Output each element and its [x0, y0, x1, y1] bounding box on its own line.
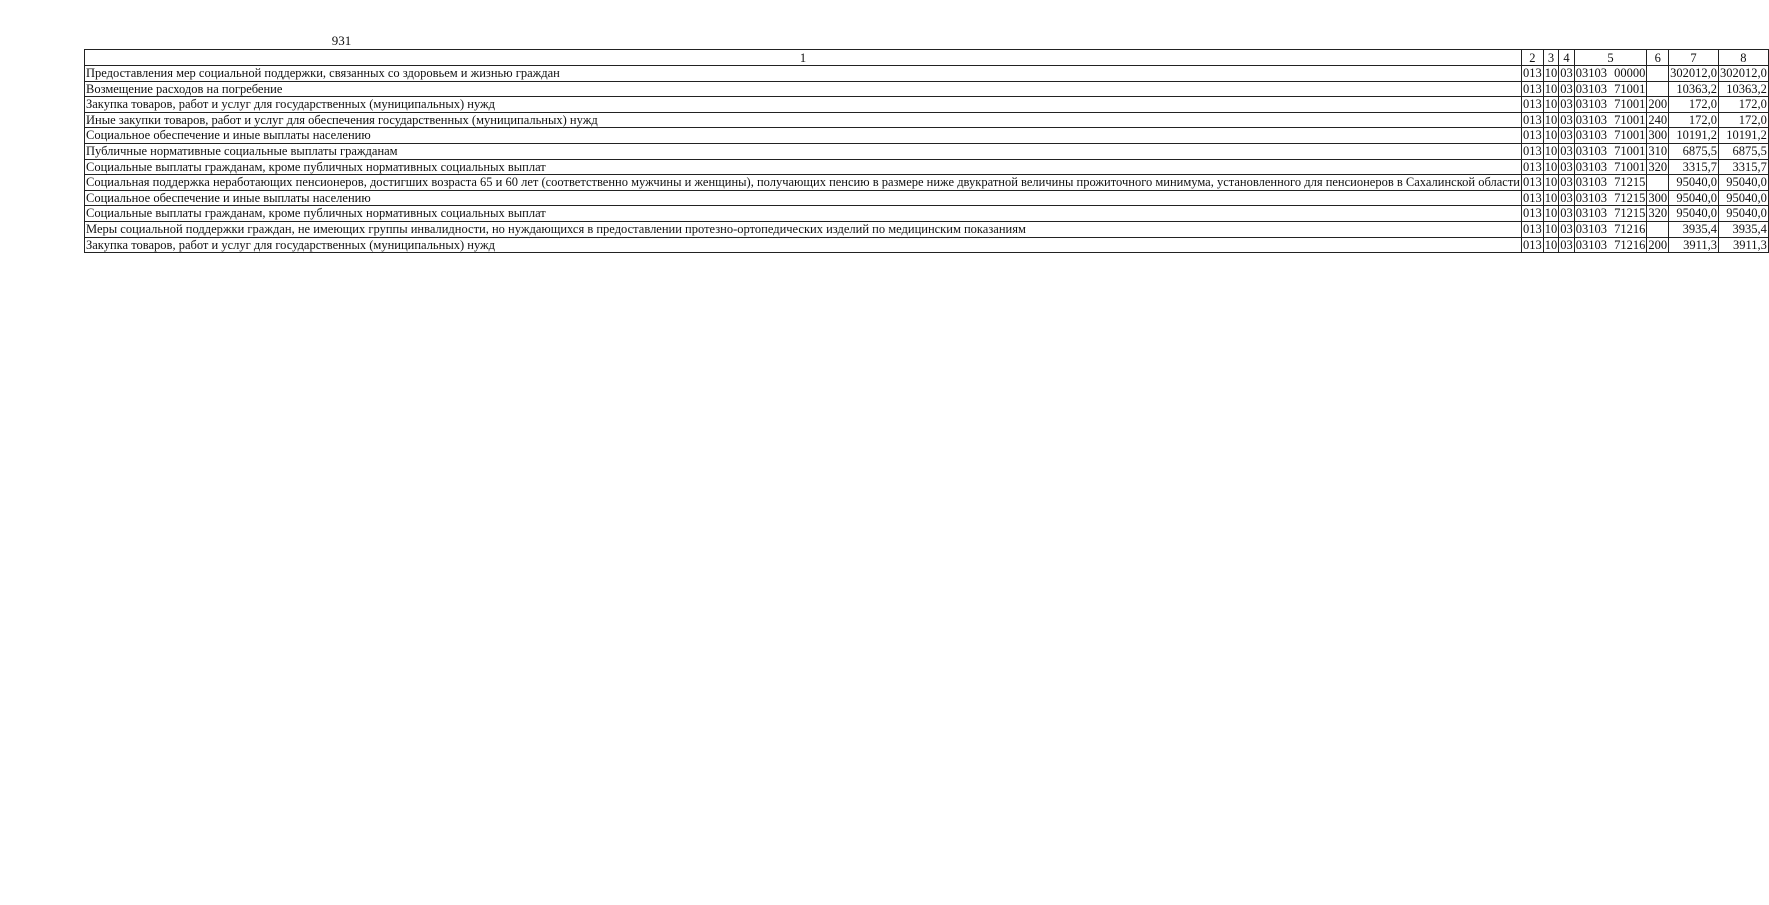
table-row — [85, 66, 1769, 82]
row-name-cell: Социальное обеспечение и иные выплаты населению — [85, 190, 1522, 206]
row-name-cell: Иные закупки товаров, работ и услуг для обеспечения государственных (муниципальных) нужд — [85, 112, 1522, 128]
expense-type-cell: 320 — [1648, 206, 1668, 221]
column-header: 5 — [1574, 50, 1647, 66]
expense-type-cell: 300 — [1648, 190, 1668, 205]
subsection-code-cell: 03 — [1560, 159, 1573, 174]
table-row — [85, 237, 1769, 253]
target-article-cell: 03103 71001 — [1575, 81, 1646, 96]
table-row — [85, 175, 1769, 191]
amount-cell-8: 3315,7 — [1718, 159, 1768, 175]
amount-cell-8: 3935,4 — [1718, 221, 1768, 237]
target-article-cell: 03103 00000 — [1575, 66, 1646, 80]
section-code-cell: 10 — [1544, 112, 1558, 127]
ministry-code-cell: 013 — [1522, 190, 1542, 205]
expense-type-cell: 200 — [1648, 97, 1668, 112]
subsection-code-cell: 03 — [1560, 221, 1573, 236]
target-article-cell: 03103 71001 — [1575, 97, 1646, 112]
table-row — [85, 190, 1769, 206]
expense-type-cell — [1647, 81, 1669, 97]
amount-cell-8: 3911,3 — [1718, 237, 1768, 253]
column-header: 4 — [1559, 50, 1575, 66]
expense-type-cell — [1647, 66, 1669, 82]
column-header: 8 — [1718, 50, 1768, 66]
expense-type-cell: 320 — [1648, 159, 1668, 174]
amount-cell-8: 95040,0 — [1718, 190, 1768, 206]
section-code-cell: 10 — [1544, 66, 1558, 80]
row-name-cell: Меры социальной поддержки граждан, не имеющих группы инвалидности, но нуждающихся в предоставлении протезно-ортопедических изделий по медицинским показаниям — [85, 221, 1522, 237]
amount-cell-8: 95040,0 — [1718, 175, 1768, 191]
table-row — [85, 221, 1769, 237]
amount-cell-7: 95040,0 — [1669, 190, 1719, 206]
table-row — [85, 128, 1769, 144]
subsection-code-cell: 03 — [1560, 128, 1573, 143]
amount-cell-8: 172,0 — [1718, 112, 1768, 128]
row-name-cell: Публичные нормативные социальные выплаты гражданам — [85, 143, 1522, 159]
target-article-cell: 03103 71216 — [1575, 221, 1646, 236]
ministry-code-cell: 013 — [1522, 159, 1542, 174]
ministry-code-cell: 013 — [1522, 112, 1542, 127]
amount-cell-7: 3911,3 — [1669, 237, 1719, 253]
subsection-code-cell: 03 — [1560, 66, 1573, 80]
amount-cell-7: 172,0 — [1669, 97, 1719, 113]
amount-cell-8: 10363,2 — [1718, 81, 1768, 97]
subsection-code-cell: 03 — [1560, 206, 1573, 221]
section-code-cell: 10 — [1544, 237, 1558, 252]
row-name-cell: Закупка товаров, работ и услуг для государственных (муниципальных) нужд — [85, 237, 1522, 253]
subsection-code-cell: 03 — [1560, 97, 1573, 112]
row-name-cell: Закупка товаров, работ и услуг для государственных (муниципальных) нужд — [85, 97, 1522, 113]
table-row — [85, 97, 1769, 113]
section-code-cell: 10 — [1544, 97, 1558, 112]
ministry-code-cell: 013 — [1522, 128, 1542, 143]
table-row — [85, 159, 1769, 175]
section-code-cell: 10 — [1544, 190, 1558, 205]
expense-type-cell — [1647, 175, 1669, 191]
expense-type-cell: 300 — [1648, 128, 1668, 143]
target-article-cell: 03103 71215 — [1575, 175, 1646, 190]
section-code-cell: 10 — [1544, 159, 1558, 174]
ministry-code-cell: 013 — [1522, 206, 1542, 221]
target-article-cell: 03103 71001 — [1575, 143, 1646, 158]
section-code-cell: 10 — [1544, 128, 1558, 143]
row-name-cell: Возмещение расходов на погребение — [85, 81, 1522, 97]
amount-cell-7: 10363,2 — [1669, 81, 1719, 97]
expense-type-cell: 200 — [1648, 237, 1668, 252]
column-header: 2 — [1521, 50, 1543, 66]
subsection-code-cell: 03 — [1560, 175, 1573, 190]
table-header-row — [85, 50, 1769, 66]
amount-cell-7: 3935,4 — [1669, 221, 1719, 237]
section-code-cell: 10 — [1544, 81, 1558, 96]
amount-cell-8: 172,0 — [1718, 97, 1768, 113]
amount-cell-7: 95040,0 — [1669, 175, 1719, 191]
column-header: 3 — [1543, 50, 1559, 66]
ministry-code-cell: 013 — [1522, 81, 1542, 96]
table-row — [85, 112, 1769, 128]
budget-table — [84, 49, 1769, 253]
target-article-cell: 03103 71215 — [1575, 190, 1646, 205]
target-article-cell: 03103 71001 — [1575, 112, 1646, 127]
row-name-cell: Социальные выплаты гражданам, кроме публичных нормативных социальных выплат — [85, 206, 1522, 222]
subsection-code-cell: 03 — [1560, 143, 1573, 158]
ministry-code-cell: 013 — [1522, 143, 1542, 158]
amount-cell-8: 10191,2 — [1718, 128, 1768, 144]
target-article-cell: 03103 71001 — [1575, 128, 1646, 143]
ministry-code-cell: 013 — [1522, 221, 1542, 236]
amount-cell-7: 3315,7 — [1669, 159, 1719, 175]
row-name-cell: Предоставления мер социальной поддержки, связанных со здоровьем и жизнью граждан — [85, 66, 1522, 82]
expense-type-cell: 310 — [1648, 143, 1668, 158]
amount-cell-8: 6875,5 — [1718, 143, 1768, 159]
ministry-code-cell: 013 — [1522, 97, 1542, 112]
section-code-cell: 10 — [1544, 143, 1558, 158]
target-article-cell: 03103 71001 — [1575, 159, 1646, 174]
table-row — [85, 143, 1769, 159]
subsection-code-cell: 03 — [1560, 237, 1573, 252]
row-name-cell: Социальные выплаты гражданам, кроме публичных нормативных социальных выплат — [85, 159, 1522, 175]
table-row — [85, 206, 1769, 222]
expense-type-cell: 240 — [1648, 112, 1668, 127]
page-number: 931 — [331, 33, 352, 48]
subsection-code-cell: 03 — [1560, 81, 1573, 96]
column-header: 7 — [1669, 50, 1719, 66]
column-header: 1 — [85, 50, 1522, 66]
amount-cell-7: 95040,0 — [1669, 206, 1719, 222]
ministry-code-cell: 013 — [1522, 237, 1542, 252]
amount-cell-7: 172,0 — [1669, 112, 1719, 128]
subsection-code-cell: 03 — [1560, 190, 1573, 205]
amount-cell-8: 302012,0 — [1719, 66, 1767, 80]
amount-cell-7: 10191,2 — [1669, 128, 1719, 144]
subsection-code-cell: 03 — [1560, 112, 1573, 127]
section-code-cell: 10 — [1544, 221, 1558, 236]
amount-cell-7: 6875,5 — [1669, 143, 1719, 159]
table-row — [85, 81, 1769, 97]
row-name-cell: Социальная поддержка неработающих пенсионеров, достигших возраста 65 и 60 лет (соответственно мужчины и женщины), получающих пенсию в размере ниже двукратной величины прожиточного минимума, установленного для пенсионеров в Сахалинской области — [86, 175, 1520, 190]
expense-type-cell — [1647, 221, 1669, 237]
amount-cell-7: 302012,0 — [1670, 66, 1717, 80]
amount-cell-8: 95040,0 — [1718, 206, 1768, 222]
ministry-code-cell: 013 — [1522, 175, 1542, 190]
table-body — [85, 66, 1769, 253]
ministry-code-cell: 013 — [1522, 66, 1542, 80]
section-code-cell: 10 — [1544, 175, 1558, 190]
target-article-cell: 03103 71216 — [1575, 237, 1646, 252]
target-article-cell: 03103 71215 — [1575, 206, 1646, 221]
column-header: 6 — [1647, 50, 1669, 66]
row-name-cell: Социальное обеспечение и иные выплаты населению — [85, 128, 1522, 144]
section-code-cell: 10 — [1544, 206, 1558, 221]
